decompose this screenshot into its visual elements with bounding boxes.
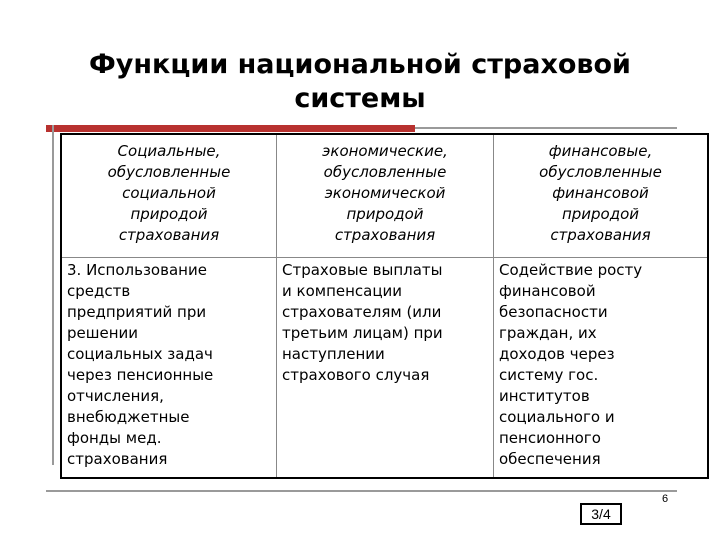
cell-line: обеспечения — [499, 450, 601, 468]
cell-line: Содействие росту — [499, 261, 643, 279]
header-line: страхования — [550, 226, 651, 244]
header-line: экономические, — [322, 142, 448, 160]
cell-line: через пенсионные — [67, 366, 214, 384]
top-rule — [415, 127, 677, 129]
header-cell-economic — [277, 134, 494, 258]
title-line: системы — [294, 83, 426, 114]
cell-line: и компенсации — [282, 282, 403, 300]
functions-table — [60, 133, 709, 479]
cell-social — [61, 258, 277, 479]
cell-line: институтов — [499, 387, 590, 405]
cell-line: фонды мед. — [67, 429, 162, 447]
slide-title — [40, 48, 680, 116]
cell-line: наступлении — [282, 345, 385, 363]
cell-line: социального и — [499, 408, 615, 426]
title-line: Функции национальной страховой — [89, 49, 631, 80]
accent-bar — [46, 125, 415, 132]
cell-line: финансовой — [499, 282, 596, 300]
cell-line: страхования — [67, 450, 168, 468]
header-line: обусловленные — [323, 163, 447, 181]
cell-line: 3. Использование — [67, 261, 207, 279]
cell-line: Страховые выплаты — [282, 261, 443, 279]
cell-line: доходов через — [499, 345, 615, 363]
left-rule — [52, 125, 54, 465]
cell-line: третьим лицам) при — [282, 324, 443, 342]
cell-line: предприятий при — [67, 303, 207, 321]
header-line: страхования — [118, 226, 220, 244]
cell-economic — [277, 258, 494, 479]
page-label: 3/4 — [580, 503, 622, 525]
header-line: Социальные, — [117, 142, 221, 160]
table-header-row — [61, 134, 708, 258]
header-line: экономической — [324, 184, 446, 202]
cell-line: средств — [67, 282, 131, 300]
header-line: природой — [561, 205, 640, 223]
header-cell-social — [61, 134, 277, 258]
header-line: природой — [130, 205, 208, 223]
header-line: обусловленные — [539, 163, 662, 181]
header-line: природой — [346, 205, 424, 223]
cell-line: решении — [67, 324, 139, 342]
cell-line: внебюджетные — [67, 408, 190, 426]
header-line: социальной — [122, 184, 216, 202]
cell-line: безопасности — [499, 303, 608, 321]
cell-line: страхового случая — [282, 366, 430, 384]
cell-line: социальных задач — [67, 345, 213, 363]
header-line: страхования — [334, 226, 436, 244]
header-line: финансовые, — [548, 142, 653, 160]
bottom-rule — [46, 490, 677, 492]
header-cell-financial — [494, 134, 709, 258]
header-line: обусловленные — [107, 163, 231, 181]
header-line: финансовой — [552, 184, 649, 202]
cell-line: отчисления, — [67, 387, 164, 405]
cell-line: пенсионного — [499, 429, 601, 447]
cell-line: систему гос. — [499, 366, 599, 384]
page-number: 6 — [662, 493, 669, 505]
cell-line: страхователям (или — [282, 303, 442, 321]
cell-line: граждан, их — [499, 324, 597, 342]
table-row — [61, 258, 708, 479]
cell-financial — [494, 258, 709, 479]
